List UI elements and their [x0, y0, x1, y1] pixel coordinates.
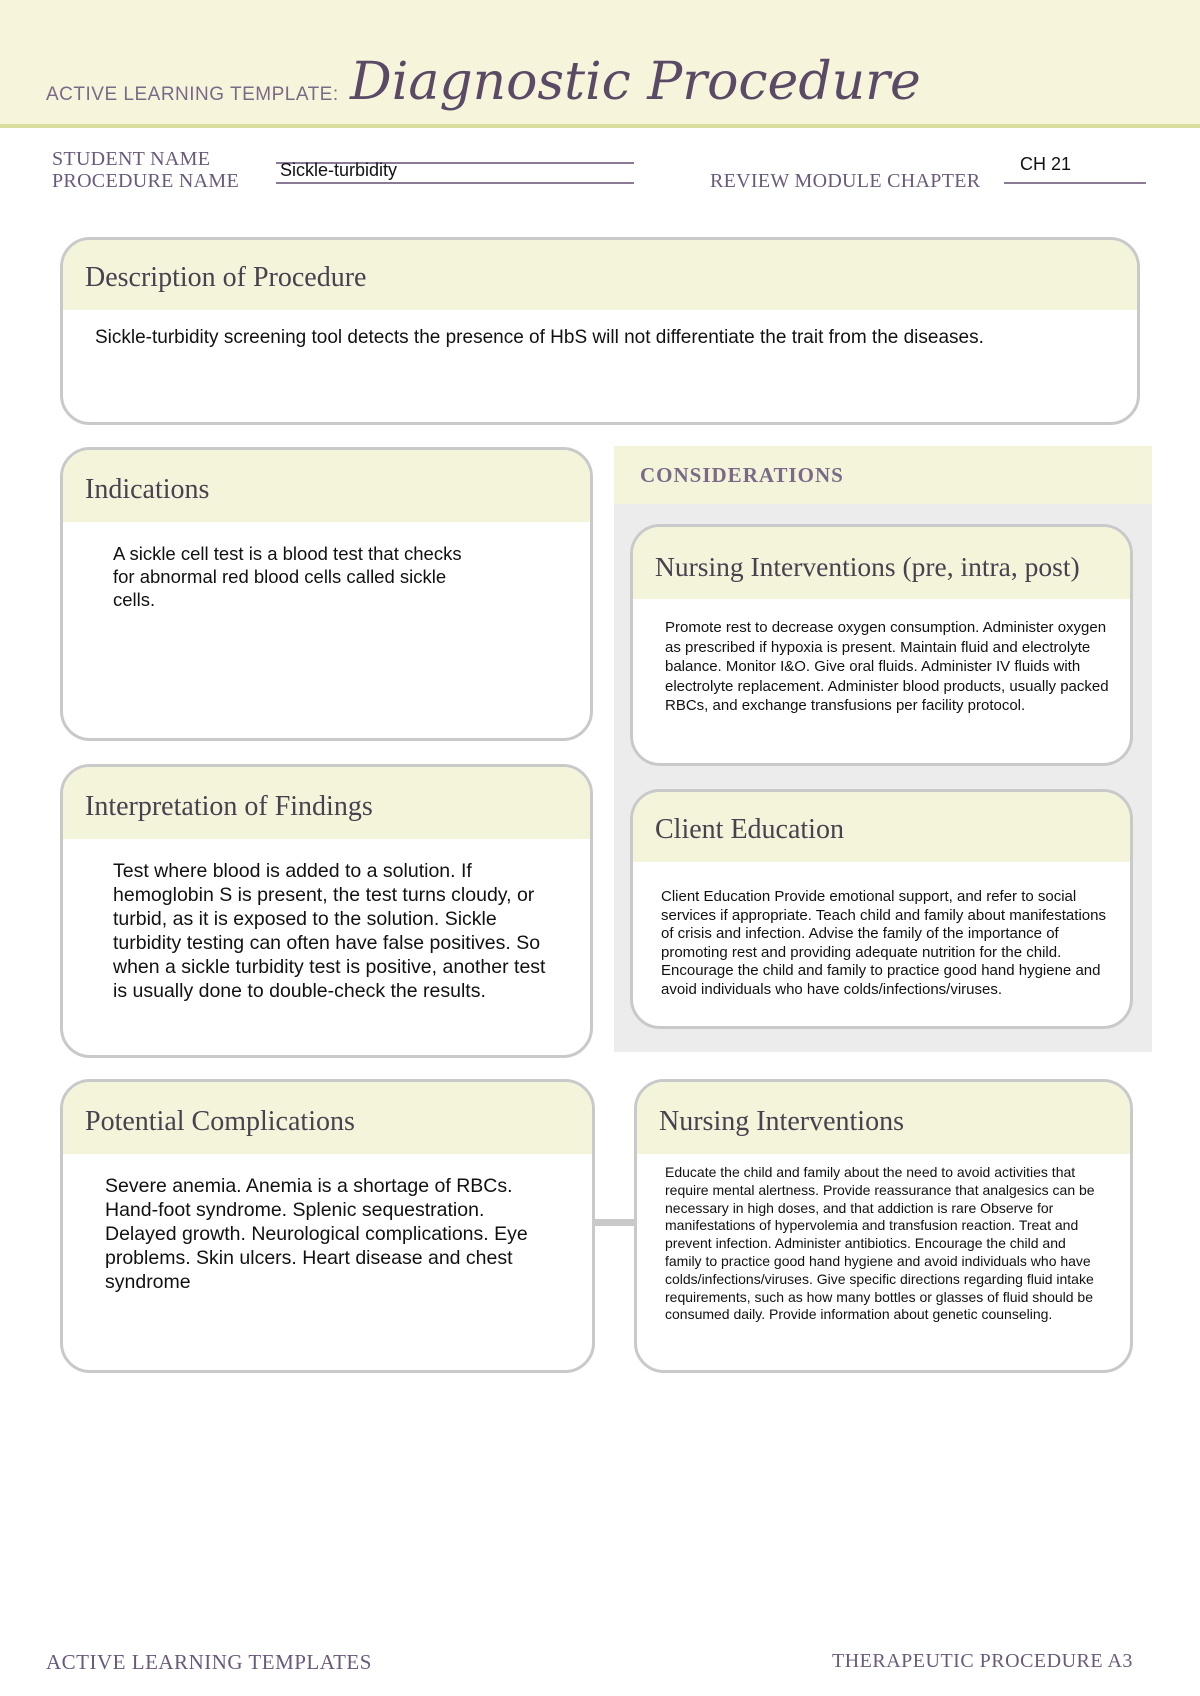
template-title: Diagnostic Procedure: [350, 52, 921, 112]
nursing-interventions-text: Educate the child and family about the need to avoid activities that require mental alertness. Provide reassurance that analgesics can be necessary in high doses, and that addiction is rare Observe for manifestations of hypervolemia and transfusion reaction. Treat and prevent infection. Administer antibiotics. Encourage the child and family to practice good hand hygiene and avoid individuals who have colds/infections/viruses. Give specific directions regarding fluid intake requirements, such as how many bottles or glasses of fluid should be consumed daily. Provide information about genetic counseling.: [665, 1164, 1095, 1323]
description-header: [63, 240, 1137, 310]
indications-title: Indications: [85, 474, 210, 505]
interpretation-title: Interpretation of Findings: [85, 791, 373, 822]
procedure-name-label: PROCEDURE NAME: [52, 170, 239, 192]
considerations-title: CONSIDERATIONS: [640, 463, 844, 487]
student-name-label: STUDENT NAME: [52, 148, 211, 170]
indications-card: [60, 447, 593, 741]
description-title: Description of Procedure: [85, 262, 367, 293]
interpretation-card: [60, 764, 593, 1058]
nursing-pre-text: Promote rest to decrease oxygen consumption. Administer oxygen as prescribed if hypoxia is present. Maintain fluid and electrolyte balance. Monitor I&O. Give oral fluids. Administer IV fluids with electrolyte replacement. Administer blood products, usually packed RBCs, and exchange transfusions per facility protocol.: [665, 619, 1109, 714]
interpretation-text: Test where blood is added to a solution. If hemoglobin S is present, the test turns cloudy, or turbid, as it is exposed to the solution. Sickle turbidity testing can often have false positives. So when a sickle turbidity test is positive, another test is usually done to double-check the results.: [113, 860, 546, 1002]
client-education-title: Client Education: [655, 814, 844, 845]
review-module-label: REVIEW MODULE CHAPTER: [710, 170, 981, 192]
complications-card: [60, 1079, 595, 1373]
interpretation-header: [63, 767, 590, 839]
complications-header: [63, 1082, 592, 1154]
nursing-pre-card: [630, 524, 1133, 766]
complications-text: Severe anemia. Anemia is a shortage of RBCs. Hand-foot syndrome. Splenic sequestration. Delayed growth. Neurological complications. Eye problems. Skin ulcers. Heart disease and chest syndrome: [105, 1175, 528, 1293]
client-education-header: [633, 792, 1130, 862]
review-module-line: [1004, 182, 1146, 184]
indications-header: [63, 450, 590, 522]
complications-title: Potential Complications: [85, 1106, 355, 1137]
nursing-interventions-title: Nursing Interventions: [659, 1106, 904, 1137]
footer-right: THERAPEUTIC PROCEDURE A3: [832, 1650, 1133, 1672]
nursing-interventions-card: [634, 1079, 1133, 1373]
nursing-pre-title: Nursing Interventions (pre, intra, post): [655, 551, 1080, 582]
card-connector: [592, 1219, 634, 1226]
template-label: ACTIVE LEARNING TEMPLATE:: [46, 84, 339, 105]
client-education-text: Client Education Provide emotional support, and refer to social services if appropriate. Teach child and family about manifestations of crisis and infection. Advise the family of the importance of promoting rest and providing adequate nutrition for the child. Encourage the child and family to practice good hand hygiene and avoid individuals who have colds/infections/viruses.: [661, 888, 1106, 998]
description-text: Sickle-turbidity screening tool detects the presence of HbS will not differentiate the trait from the diseases.: [95, 327, 984, 348]
description-card: [60, 237, 1140, 425]
review-module-value[interactable]: CH 21: [1020, 154, 1072, 174]
nursing-pre-header: [633, 527, 1130, 599]
nursing-interventions-header: [637, 1082, 1130, 1154]
procedure-name-value[interactable]: Sickle-turbidity: [280, 160, 398, 180]
client-education-card: [630, 789, 1133, 1029]
procedure-name-line: [276, 182, 634, 184]
footer-left: ACTIVE LEARNING TEMPLATES: [46, 1650, 372, 1674]
header-divider: [0, 124, 1200, 128]
indications-text: A sickle cell test is a blood test that checks for abnormal red blood cells called sickle cells.: [113, 543, 462, 610]
